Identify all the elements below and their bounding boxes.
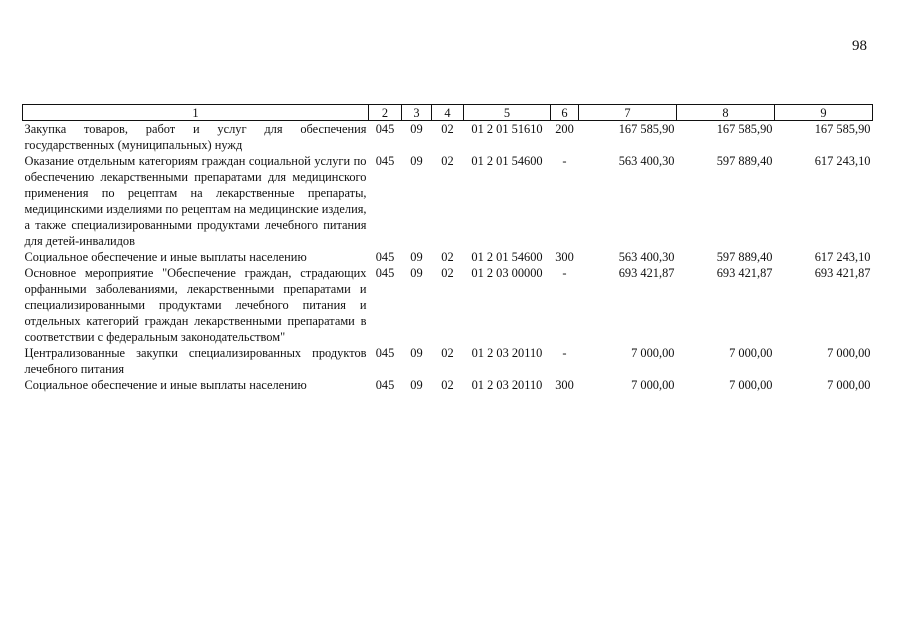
table-row <box>23 249 873 265</box>
section-code: 09 <box>410 250 423 264</box>
target-article-code: 01 2 03 20110 <box>471 346 543 360</box>
table-row <box>23 345 873 377</box>
ministry-code: 045 <box>375 346 395 360</box>
amount-col7: 7 000,00 <box>631 346 675 360</box>
ministry-code: 045 <box>375 154 395 168</box>
amount-col9: 693 421,87 <box>814 266 871 280</box>
row-name: Централизованные закупки специализированных продуктов лечебного питания <box>24 346 367 376</box>
subsection-code: 02 <box>441 250 454 264</box>
amount-col9: 617 243,10 <box>814 250 871 264</box>
column-header: 1 <box>23 105 369 121</box>
amount-col8: 693 421,87 <box>716 266 773 280</box>
ministry-code: 045 <box>375 122 395 136</box>
amount-col7: 563 400,30 <box>618 250 675 264</box>
row-name: Социальное обеспечение и иные выплаты населению <box>24 250 307 264</box>
column-header: 3 <box>402 105 432 121</box>
subsection-code: 02 <box>441 266 454 280</box>
expense-type-code: - <box>562 266 567 280</box>
subsection-code: 02 <box>441 154 454 168</box>
column-header: 7 <box>579 105 677 121</box>
column-header: 4 <box>432 105 464 121</box>
ministry-code: 045 <box>375 250 395 264</box>
amount-col9: 7 000,00 <box>827 378 871 392</box>
section-code: 09 <box>410 346 423 360</box>
subsection-code: 02 <box>441 346 454 360</box>
amount-col8: 7 000,00 <box>729 378 773 392</box>
section-code: 09 <box>410 378 423 392</box>
table-row <box>23 121 873 154</box>
ministry-code: 045 <box>375 266 395 280</box>
table-header-row <box>23 105 873 121</box>
column-header: 6 <box>551 105 579 121</box>
row-name: Основное мероприятие "Обеспечение граждан, страдающих орфанными заболеваниями, лекарственными препаратами и специализированными продуктами лечебного питания и отдельных категорий граждан лекарственными препаратами в соответствии с федеральным законодательством" <box>24 266 367 344</box>
amount-col8: 597 889,40 <box>716 250 773 264</box>
expense-type-code: 300 <box>555 250 574 264</box>
amount-col7: 693 421,87 <box>618 266 675 280</box>
amount-col7: 563 400,30 <box>618 154 675 168</box>
subsection-code: 02 <box>441 378 454 392</box>
target-article-code: 01 2 01 51610 <box>471 122 543 136</box>
target-article-code: 01 2 03 20110 <box>471 378 543 392</box>
amount-col9: 167 585,90 <box>814 122 871 136</box>
amount-col9: 7 000,00 <box>827 346 871 360</box>
table-row <box>23 153 873 249</box>
column-header: 5 <box>464 105 551 121</box>
table-row <box>23 265 873 345</box>
budget-table <box>22 104 873 393</box>
target-article-code: 01 2 03 00000 <box>471 266 543 280</box>
amount-col8: 7 000,00 <box>729 346 773 360</box>
amount-col7: 7 000,00 <box>631 378 675 392</box>
row-name: Закупка товаров, работ и услуг для обеспечения государственных (муниципальных) нужд <box>24 122 367 152</box>
row-name: Оказание отдельным категориям граждан социальной услуги по обеспечению лекарственными препаратами для медицинского применения по рецептам на лекарственные препараты, медицинскими изделиями по рецептам на медицинские изделия, а также специализированными продуктами лечебного питания для детей-инвалидов <box>24 154 367 248</box>
target-article-code: 01 2 01 54600 <box>471 250 543 264</box>
expense-type-code: 200 <box>555 122 574 136</box>
amount-col8: 167 585,90 <box>716 122 773 136</box>
section-code: 09 <box>410 154 423 168</box>
expense-type-code: 300 <box>555 378 574 392</box>
column-header: 9 <box>775 105 873 121</box>
column-header: 8 <box>677 105 775 121</box>
subsection-code: 02 <box>441 122 454 136</box>
target-article-code: 01 2 01 54600 <box>471 154 543 168</box>
column-header: 2 <box>369 105 402 121</box>
section-code: 09 <box>410 266 423 280</box>
expense-type-code: - <box>562 154 567 168</box>
section-code: 09 <box>410 122 423 136</box>
row-name: Социальное обеспечение и иные выплаты населению <box>24 378 307 392</box>
expense-type-code: - <box>562 346 567 360</box>
table-row <box>23 377 873 393</box>
ministry-code: 045 <box>375 378 395 392</box>
amount-col7: 167 585,90 <box>618 122 675 136</box>
amount-col8: 597 889,40 <box>716 154 773 168</box>
amount-col9: 617 243,10 <box>814 154 871 168</box>
page-number: 98 <box>852 38 867 54</box>
